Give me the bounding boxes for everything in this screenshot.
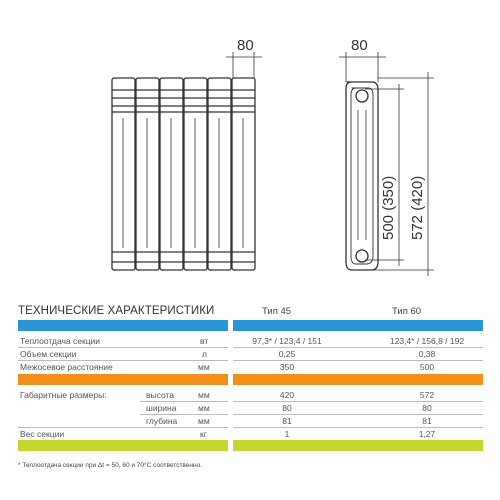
col-header-type45: Тип 45 (262, 306, 292, 317)
row-value-type45: 1 (284, 429, 290, 439)
row-value-type45: 0,25 (278, 349, 296, 359)
row-sublabel: ширина (146, 403, 177, 413)
row-label: Теплоотдача секции (20, 336, 101, 346)
row-unit: мм (198, 362, 210, 372)
row-divider (233, 427, 483, 428)
row-divider (140, 414, 228, 415)
band-green-left (18, 440, 228, 451)
row-value-type60: 123,4* / 156,8 / 192 (389, 336, 465, 346)
row-divider (233, 360, 483, 361)
row-unit: мм (198, 416, 210, 426)
row-sublabel: высота (146, 390, 175, 400)
band-blue-right (233, 320, 483, 331)
row-value-type60: 572 (419, 390, 435, 400)
row-divider (140, 401, 228, 402)
band-green-right (233, 440, 483, 451)
band-orange-right (233, 374, 483, 385)
table-title: ТЕХНИЧЕСКИЕ ХАРАКТЕРИСТИКИ (18, 305, 215, 317)
row-value-type45: 97,3* / 123,4 / 151 (252, 336, 322, 346)
row-unit: кг (200, 429, 207, 439)
band-orange-left (18, 374, 228, 385)
row-value-type60: 500 (419, 362, 435, 372)
col-header-type60: Тип 60 (392, 306, 422, 317)
row-value-type60: 1,27 (418, 429, 436, 439)
row-label: Вес секции (20, 429, 65, 439)
row-unit: вт (200, 336, 209, 346)
row-value-type45: 420 (279, 390, 295, 400)
row-divider (233, 414, 483, 415)
row-unit: мм (198, 403, 210, 413)
footnote: * Теплоотдача секции при Δt = 50, 60 и 70°С соответственно. (18, 462, 203, 469)
row-divider (18, 360, 228, 361)
band-blue-left (18, 320, 228, 331)
row-unit: мм (198, 390, 210, 400)
side-width-label: 80 (351, 37, 368, 54)
row-value-type60: 80 (422, 403, 432, 413)
front-width-label: 80 (237, 37, 254, 54)
height-axis-label: 500 (350) (380, 175, 397, 240)
row-divider (18, 347, 228, 348)
row-label: Объем секции (20, 349, 77, 359)
row-value-type60: 0,38 (418, 349, 436, 359)
row-divider (18, 427, 228, 428)
row-divider (233, 347, 483, 348)
row-label: Габаритные размеры: (20, 390, 107, 400)
height-total-label: 572 (420) (409, 175, 426, 240)
row-value-type45: 81 (282, 416, 292, 426)
row-value-type45: 350 (279, 362, 295, 372)
row-value-type45: 80 (282, 403, 292, 413)
row-label: Межосевое расстояние (20, 362, 113, 372)
row-unit: л (202, 349, 207, 359)
row-value-type60: 81 (422, 416, 432, 426)
row-divider (233, 401, 483, 402)
row-sublabel: глубина (146, 416, 178, 426)
